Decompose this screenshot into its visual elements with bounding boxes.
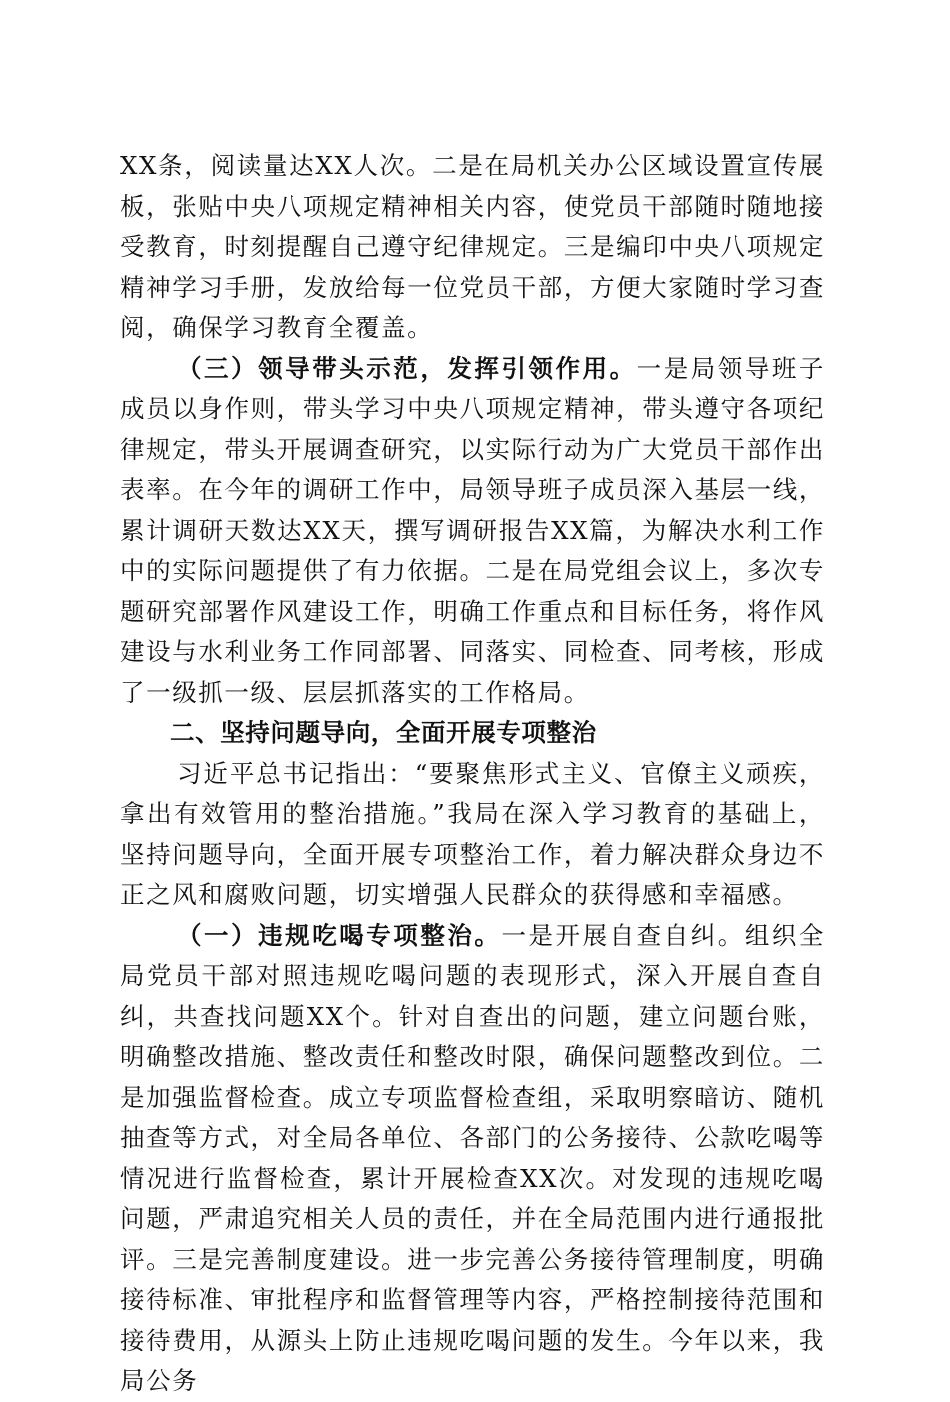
paragraph-4 (120, 916, 825, 1402)
document-body (120, 146, 825, 1402)
paragraph-1 (120, 146, 825, 349)
paragraph-2-lead: （三）领导带头示范，发挥引领作用。 (177, 353, 637, 383)
paragraph-3 (120, 754, 825, 916)
paragraph-2-text: 一是局领导班子成员以身作则，带头学习中央八项规定精神，带头遵守各项纪律规定，带头开展调查研究，以实际行动为广大党员干部作出表率。在今年的调研工作中，局领导班子成员深入基层一线，累计调研天数达XX天，撰写调研报告XX篇，为解决水利工作中的实际问题提供了有力依据。二是在局党组会议上，多次专题研究部署作风建设工作，明确工作重点和目标任务，将作风建设与水利业务工作同部署、同落实、同检查、同考核，形成了一级抓一级、层层抓落实的工作格局。 (120, 353, 826, 707)
paragraph-2 (120, 349, 825, 714)
paragraph-4-lead: （一）违规吃喝专项整治。 (177, 920, 502, 950)
paragraph-3-text: 习近平总书记指出：“要聚焦形式主义、官僚主义顽疾，拿出有效管用的整治措施。”我局在深入学习教育的基础上，坚持问题导向，全面开展专项整治工作，着力解决群众身边不正之风和腐败问题，切实增强人民群众的获得感和幸福感。 (120, 758, 825, 909)
section-heading: 二、坚持问题导向，全面开展专项整治 (170, 718, 597, 747)
paragraph-4-text: 一是开展自查自纠。组织全局党员干部对照违规吃喝问题的表现形式，深入开展自查自纠，共查找问题XX个。针对自查出的问题，建立问题台账，明确整改措施、整改责任和整改时限，确保问题整改到位。二是加强监督检查。成立专项监督检查组，采取明察暗访、随机抽查等方式，对全局各单位、各部门的公务接待、公款吃喝等情况进行监督检查，累计开展检查XX次。对发现的违规吃喝问题，严肃追究相关人员的责任，并在全局范围内进行通报批评。三是完善制度建设。进一步完善公务接待管理制度，明确接待标准、审批程序和监督管理等内容，严格控制接待范围和接待费用，从源头上防止违规吃喝问题的发生。今年以来，我局公务 (120, 920, 825, 1395)
paragraph-1-text: XX条，阅读量达XX人次。二是在局机关办公区域设置宣传展板，张贴中央八项规定精神相关内容，使党员干部随时随地接受教育，时刻提醒自己遵守纪律规定。三是编印中央八项规定精神学习手册，发放给每一位党员干部，方便大家随时学习查阅，确保学习教育全覆盖。 (120, 151, 825, 342)
